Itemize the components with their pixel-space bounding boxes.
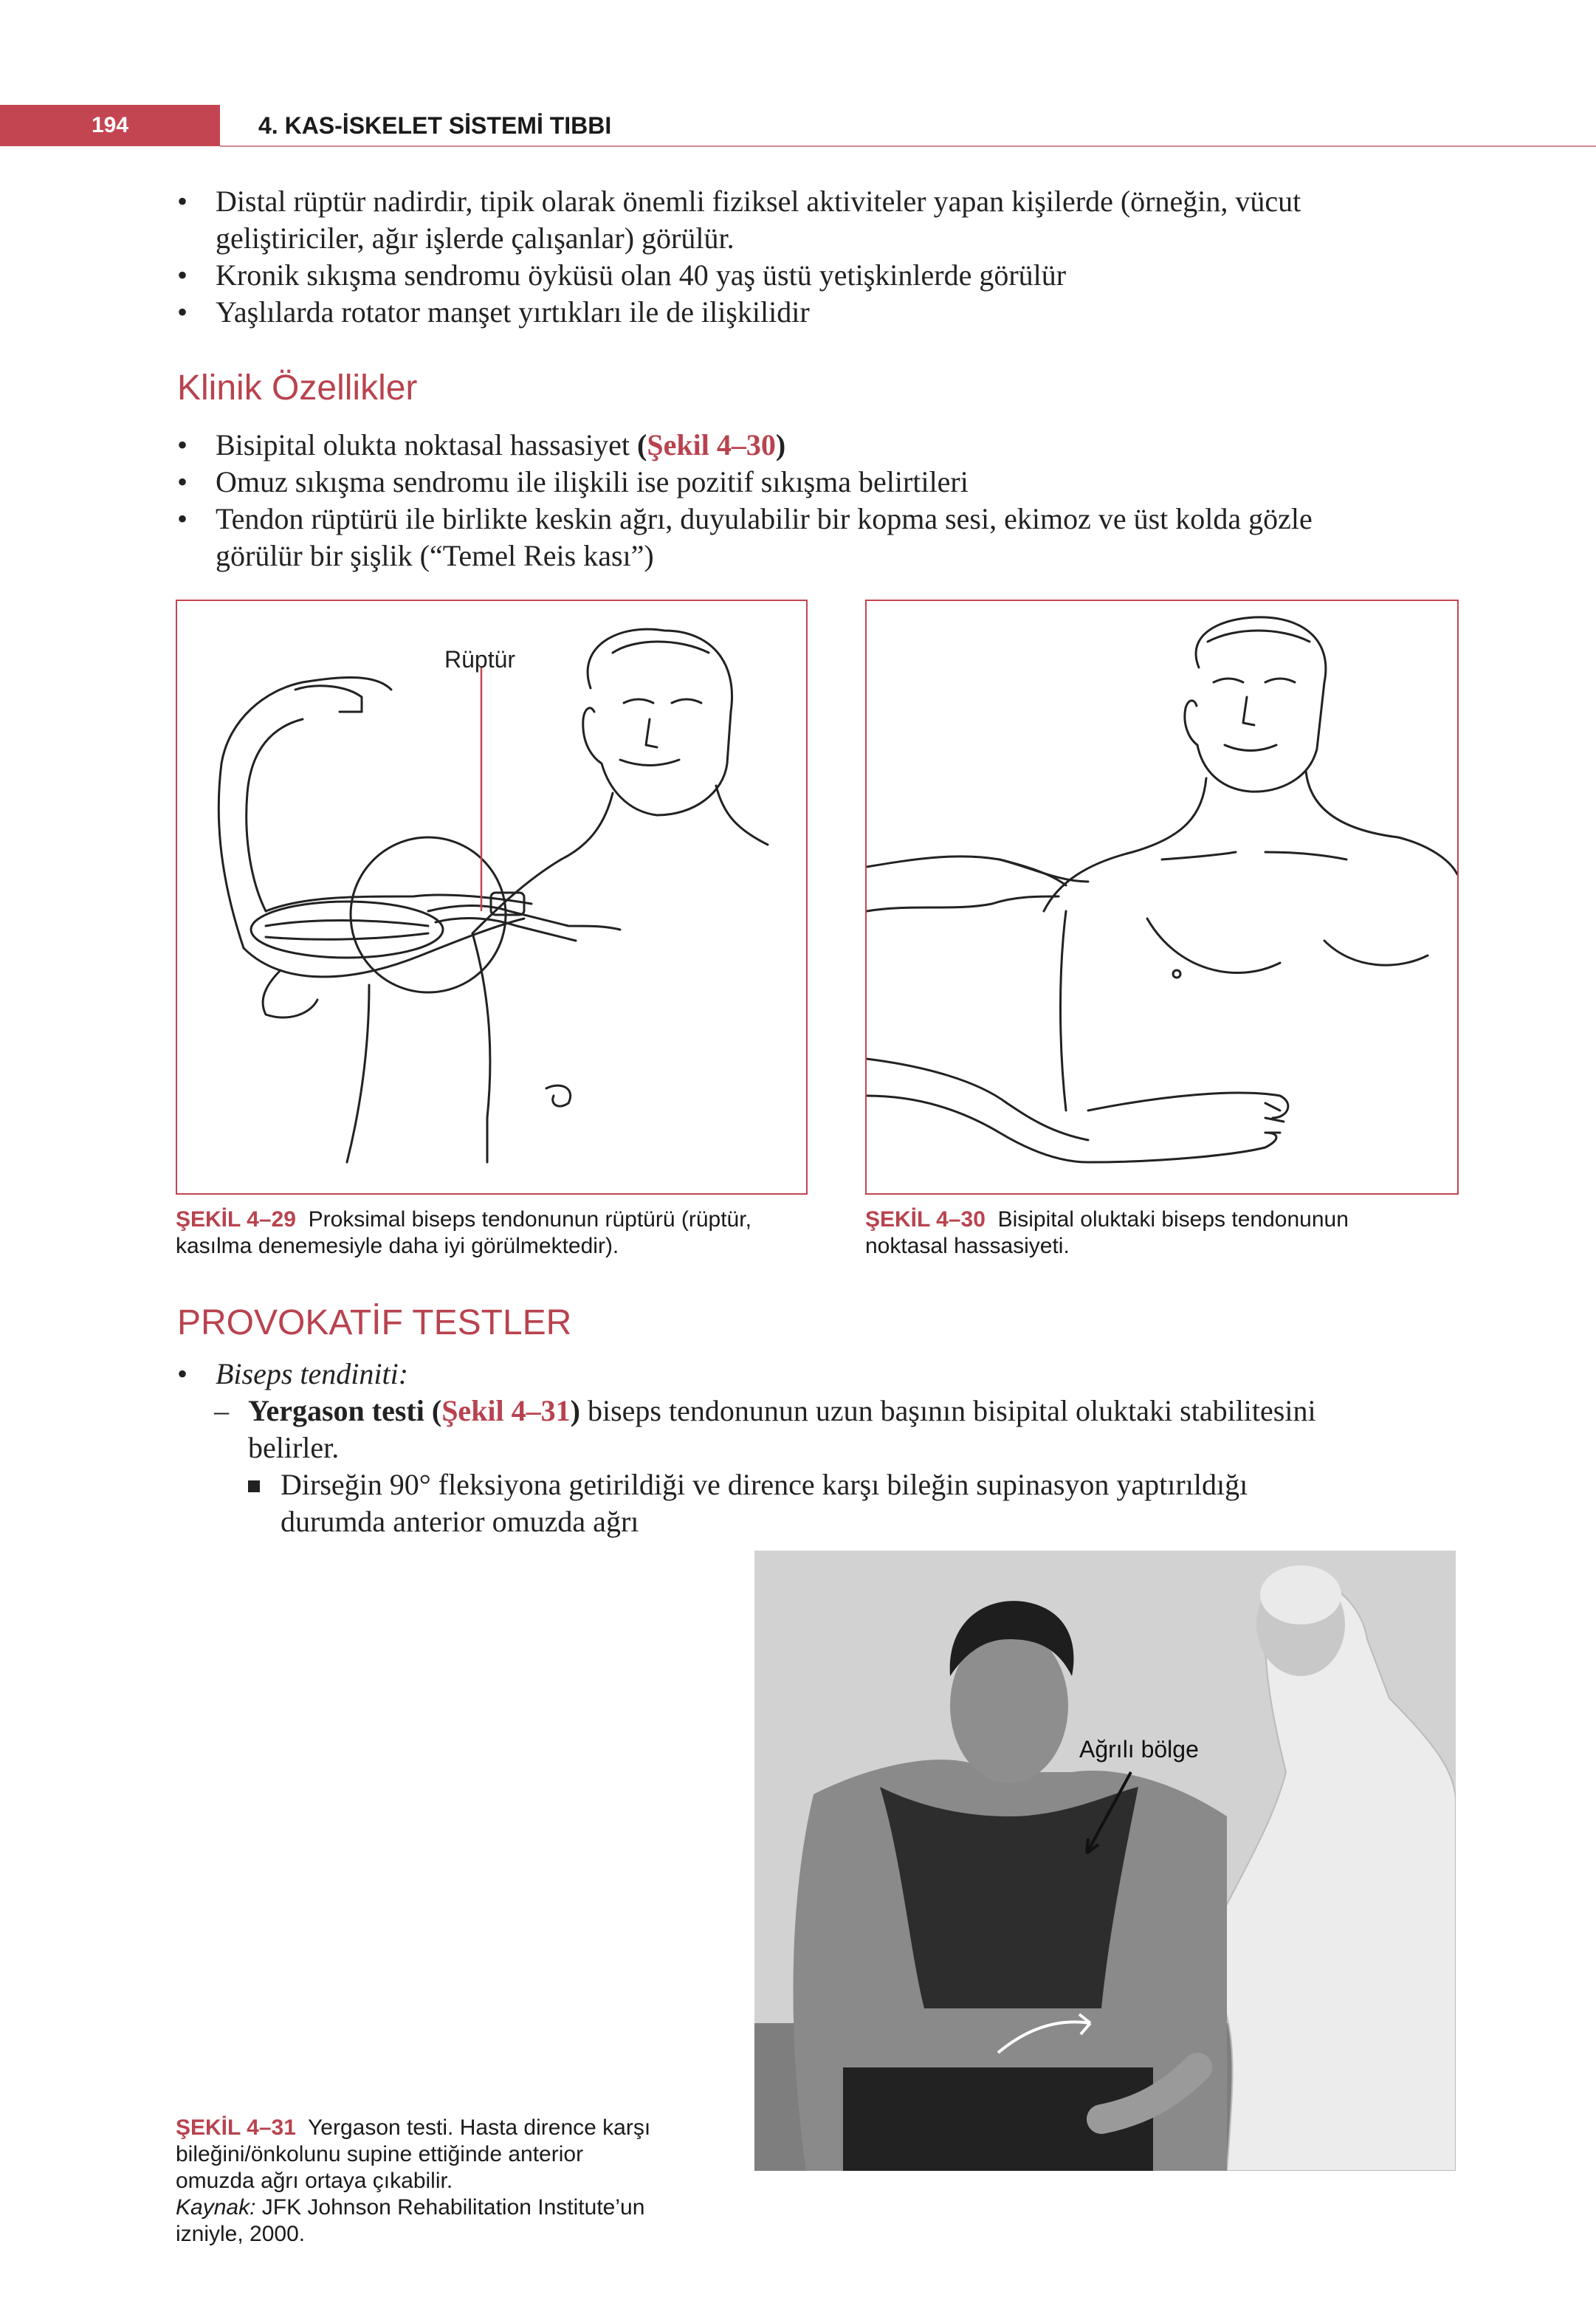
page-number: 194 bbox=[91, 113, 129, 137]
sub-list-continuation: belirler. bbox=[248, 1431, 340, 1464]
list-item-continuation: görülür bir şişlik (“Temel Reis kası”) bbox=[216, 539, 654, 572]
figure-4-30-illustration bbox=[865, 600, 1459, 1195]
sub-list-dash: – bbox=[214, 1394, 229, 1427]
figure-4-29-caption: ŞEKİL 4–29 Proksimal biseps tendonunun rüptürü (rüptür, kasılma denemesiyle daha iyi görülmektedir). bbox=[176, 1207, 751, 1258]
biceps-rupture-drawing bbox=[177, 601, 806, 1193]
section-heading: PROVOKATİF TESTLER bbox=[177, 1303, 572, 1342]
square-bullet-icon bbox=[248, 1480, 260, 1492]
figure-4-29-illustration bbox=[176, 600, 808, 1195]
figure-reference-link[interactable]: Şekil 4–31 bbox=[441, 1394, 571, 1427]
figure-4-31-caption: ŞEKİL 4–31 Yergason testi. Hasta dirence karşı bileğini/önkolunu supine ettiğinde anterior omuzda ağrı ortaya çıkabilir. Kaynak: JFK Johnson Rehabilitation Institute’un izniyle, 2000. bbox=[176, 2115, 651, 2246]
bicipital-groove-palpation-drawing bbox=[867, 601, 1457, 1193]
section-heading: Klinik Özellikler bbox=[177, 368, 418, 408]
sub-list-item: Yergason testi (Şekil 4–31) biseps tendonunun uzun başının bisipital oluktaki stabilitesini bbox=[248, 1394, 1316, 1427]
figure-4-30-caption: ŞEKİL 4–30 Bisipital oluktaki biseps tendonunun noktasal hassasiyeti. bbox=[865, 1207, 1349, 1258]
figure-4-31-photo bbox=[754, 1551, 1456, 2171]
header-rule bbox=[220, 145, 1596, 147]
yergason-test-photo bbox=[754, 1551, 1456, 2171]
figure-label-ruptur: Rüptür bbox=[444, 646, 516, 673]
sub-sub-list-item: Dirseğin 90° fleksiyona getirildiği ve dirence karşı bileğin supinasyon yaptırıldığı bbox=[281, 1468, 1248, 1501]
list-item-continuation: geliştiriciler, ağır işlerde çalışanlar) görülür. bbox=[216, 222, 735, 255]
sub-sub-list-continuation: durumda anterior omuzda ağrı bbox=[281, 1505, 639, 1538]
chapter-title: 4. KAS-İSKELET SİSTEMİ TIBBI bbox=[258, 112, 612, 139]
figure-reference-link[interactable]: Şekil 4–30 bbox=[647, 428, 776, 461]
figure-label-agrili-bolge: Ağrılı bölge bbox=[1079, 1736, 1199, 1763]
